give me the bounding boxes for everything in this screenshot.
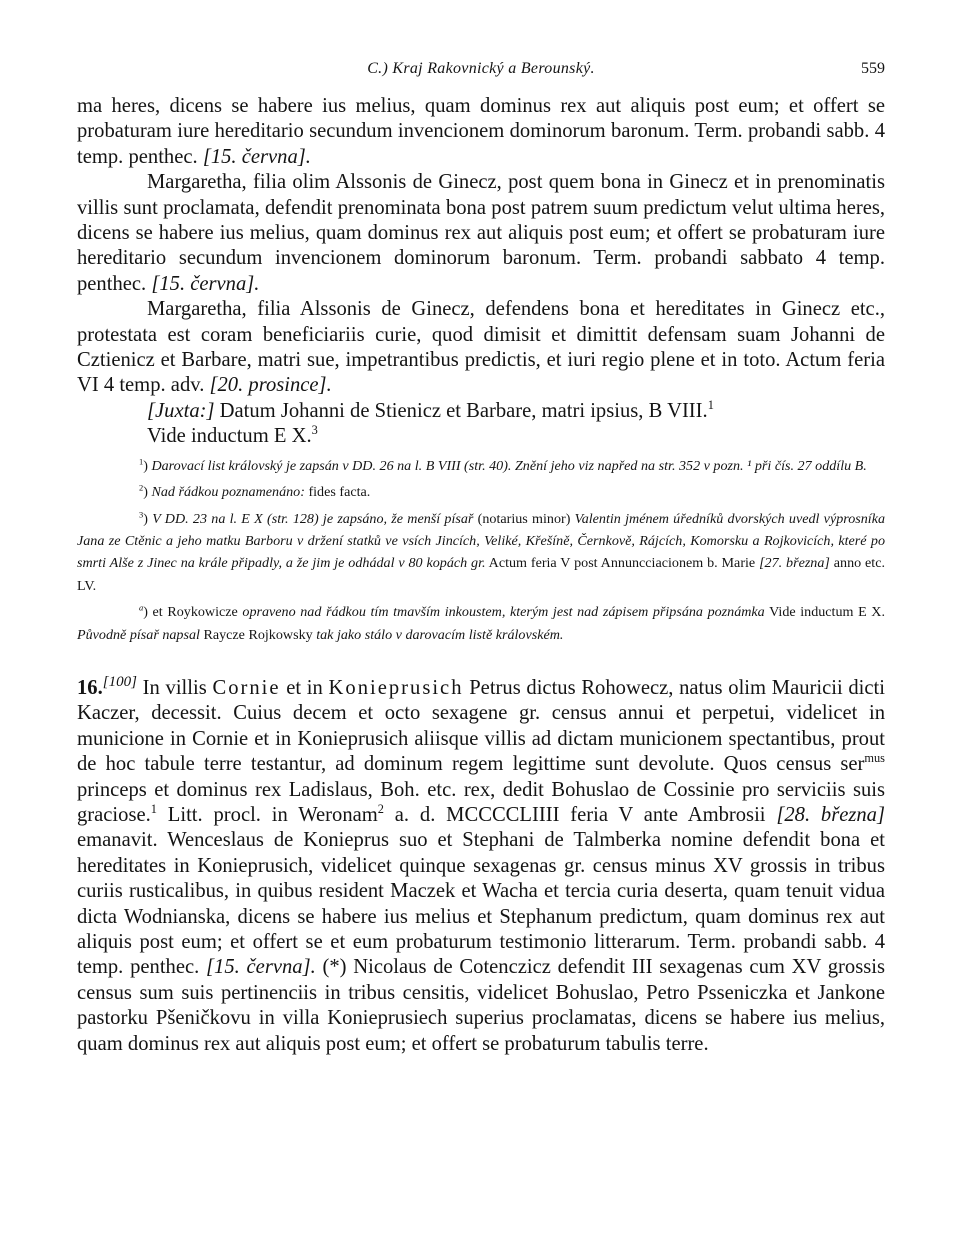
footnote-mark: 3: [139, 508, 144, 519]
footnote-text: V DD. 23 na l. E X (str. 128) je zapsáno, že menší písař: [152, 510, 474, 527]
footnote-mark: 2: [139, 482, 144, 493]
paragraph-text: Vide inductum E X.: [147, 425, 312, 448]
date-bracket: [28. března]: [776, 803, 885, 826]
footnote-text: Raycze Rojkowsky: [203, 626, 313, 643]
footnote-text: Actum feria V post Annuncciacionem b. Marie: [488, 555, 756, 572]
paragraph: [77, 676, 885, 1057]
date-bracket: [15. června].: [206, 956, 316, 979]
footnote-text: tak jako stálo v darovacím listě královském.: [316, 626, 564, 643]
paragraph-text: Datum Johanni de Stienicz et Barbare, matri ipsius, B VIII.: [219, 399, 708, 422]
place-name: Cornie: [212, 676, 281, 699]
footnote-ref: 1: [707, 398, 714, 413]
paragraph-text: Margaretha, filia olim Alssonis de Ginecz, post quem bona in Ginecz et in prenominatis villis sunt proclamata, defendit prenominata bona post patrem suum predictum velut ultima heres, dicens se habere ius melius, quam dominus rex aut aliquis post eum; et offert se probaturam iure hereditario secundum invencionem dominorum baronum. Term. probandi sabbato 4 temp. penthec.: [77, 171, 885, 295]
footnote-ref: 2: [377, 802, 384, 817]
date-bracket: [15. června].: [202, 145, 311, 168]
paragraph-text: In villis: [142, 676, 207, 699]
paragraph-text: princeps et dominus rex Ladislaus, Boh. etc. rex, dedit Bohuslao de Cossinie pro serviciis suis graciose.: [77, 778, 885, 826]
footnote: $^2$) Nad řádkou poznamenáno: fides facta.: [139, 482, 371, 501]
footnote-text: Nad řádkou poznamenáno:: [151, 484, 305, 501]
footnotes: [77, 455, 885, 646]
footnote-text: [27. března]: [759, 555, 830, 572]
footnote-text: anno etc. LV.: [77, 555, 885, 594]
paragraph: [77, 170, 885, 297]
paragraph-text: Litt. procl. in Weronam: [167, 803, 378, 826]
section-number: 16.: [77, 676, 103, 699]
paragraph: [77, 399, 885, 424]
section-16: [77, 676, 885, 1057]
footnote-mark: a: [139, 602, 144, 613]
footnote: $^3$) V DD. 23 na l. E X (str. 128) je zapsáno, že menší písař (notarius minor) Valentin jménem úředníků dvorských uvedl výprosníka Jana ze Ctěnic a jeho matku Barboru v držení statků ve vsích Jincích, Veliké, Křešíně, Černkově, Rájcích, Komorsku a Rojkovicích, které po smrti Alše z Jinec na krále připadly, a že jim je odhádal v 80 kopách gr. Actum feria V post Annuncciacionem b. Marie [27. března] anno etc. LV.: [77, 508, 885, 594]
footnote-text: Valentin jménem úředníků dvorských uvedl výprosníka Jana ze Ctěnic a jeho matku Barboru v držení statků ve vsích Jincích, Veliké, Křešíně, Černkově, Rájcích, Komorsku a Rojkovicích, které po smrti Alše z Jinec na krále připadly, a že jim je odhádal v 80 kopách gr.: [77, 510, 885, 572]
footnote-text: (notarius minor): [477, 510, 571, 527]
footnote-ref: 3: [311, 423, 318, 438]
page-number: 559: [861, 60, 885, 77]
footnote-text: Darovací list královský je zapsán v DD. 26 na l. B VIII (str. 40). Znění jeho viz napřed na str. 352 v pozn. ¹ při čís. 27 oddílu B.: [151, 457, 867, 474]
paragraph-text: a. d. MCCCCLIIII feria V ante Ambrosii: [394, 803, 766, 826]
correction-letter: s: [623, 1007, 632, 1030]
bracket-note: [Juxta:]: [147, 399, 215, 422]
footnote-text: fides facta.: [308, 484, 371, 501]
footnote-text: Původně písař napsal: [77, 626, 200, 643]
date-bracket: [20. prosince].: [209, 374, 332, 397]
date-bracket: [15. června].: [151, 272, 260, 295]
footnote-text: et Roykowicze: [152, 604, 238, 621]
paragraph-text: et in: [286, 676, 323, 699]
paragraph-text: ma heres, dicens se habere ius melius, quam dominus rex aut aliquis post eum; et offert se probaturam iure hereditario secundum invencionem dominorum baronum. Term. probandi sabb. 4 temp. penthec.: [77, 95, 885, 168]
paragraph-text: , dicens se habere ius melius, quam dominus rex aut aliquis post eum; et offert se probaturum tabulis terre.: [77, 1007, 885, 1055]
superscript: mus: [864, 751, 885, 766]
paragraph-text: emanavit. Wenceslaus de Konieprus suo et Stephani de Talmberka nomine defendit bona et hereditates in Konieprusich, videlicet quinque sexagenas gr. census minus XV grossis in tribus curiis rusticalibus, in quibus resident Maczek et Wacha et tercia curia deserta, quam tenuit vidua dicta Wodnianska, dicens se habere ius melius et Stephanum predictum, quam dominus rex aut aliquis post eum; et offert se et eum probaturum testimonio litterarum. Term. probandi sabb. 4 temp. penthec.: [77, 829, 885, 979]
paragraph-text: Petrus dictus Rohowecz, natus olim Mauricii dicti Kaczer, decessit. Cuius decem et octo sexagene gr. census annui et perpetui, videlicet in municione in Cornie et in Konieprusich aliisque villis ad dictam municionem spectantibus, prout de hoc tabule terre testantur, ad dominum regem legittime sunt devolute. Quos census ser: [77, 676, 885, 776]
paragraph: [77, 297, 885, 399]
paragraph: [77, 424, 885, 449]
footnote-ref: 1: [150, 802, 157, 817]
paragraph-text: (*) Nicolaus de Cotenczicz defendit III sexagenas cum XV grossis census sum suis pertinenciis in tribus censitis, videlicet Bohuslao, Petro Psseniczka et Jankone pastorku Pšeničkovu in villa Konieprusiech superius proclamata: [77, 956, 885, 1030]
footnote: $^a$) et Roykowicze opraveno nad řádkou tím tmavším inkoustem, kterým jest nad zápisem připsána poznámka Vide inductum E X. Původně písař napsal Raycze Rojkowsky tak jako stálo v darovacím listě královském.: [77, 602, 886, 643]
running-header: [77, 60, 885, 94]
section-ref: [100]: [102, 674, 137, 691]
footnote: $^1$) Darovací list královský je zapsán v DD. 26 na l. B VIII (str. 40). Znění jeho viz napřed na str. 352 v pozn. ¹ při čís. 27 oddílu B.: [139, 456, 867, 474]
place-name: Konieprusich: [328, 676, 464, 699]
footnote-text: Vide inductum E X.: [769, 604, 886, 621]
paragraph-text: Margaretha, filia Alssonis de Ginecz, defendens bona et hereditates in Ginecz etc., protestata est coram beneficiariis curie, quod dimisit et dimittit defensam suam Johanni de Cztienicz et Barbare, matri sue, impetrantibus predictis, et iuri regio plene et in toto. Actum feria VI 4 temp. adv.: [77, 298, 885, 397]
running-title: C.) Kraj Rakovnický a Berounský.: [367, 60, 595, 77]
main-text: [77, 94, 885, 450]
paragraph: [77, 94, 885, 170]
footnote-mark: 1: [139, 456, 144, 466]
footnote-text: opraveno nad řádkou tím tmavším inkoustem, kterým jest nad zápisem připsána poznámka: [242, 604, 765, 621]
